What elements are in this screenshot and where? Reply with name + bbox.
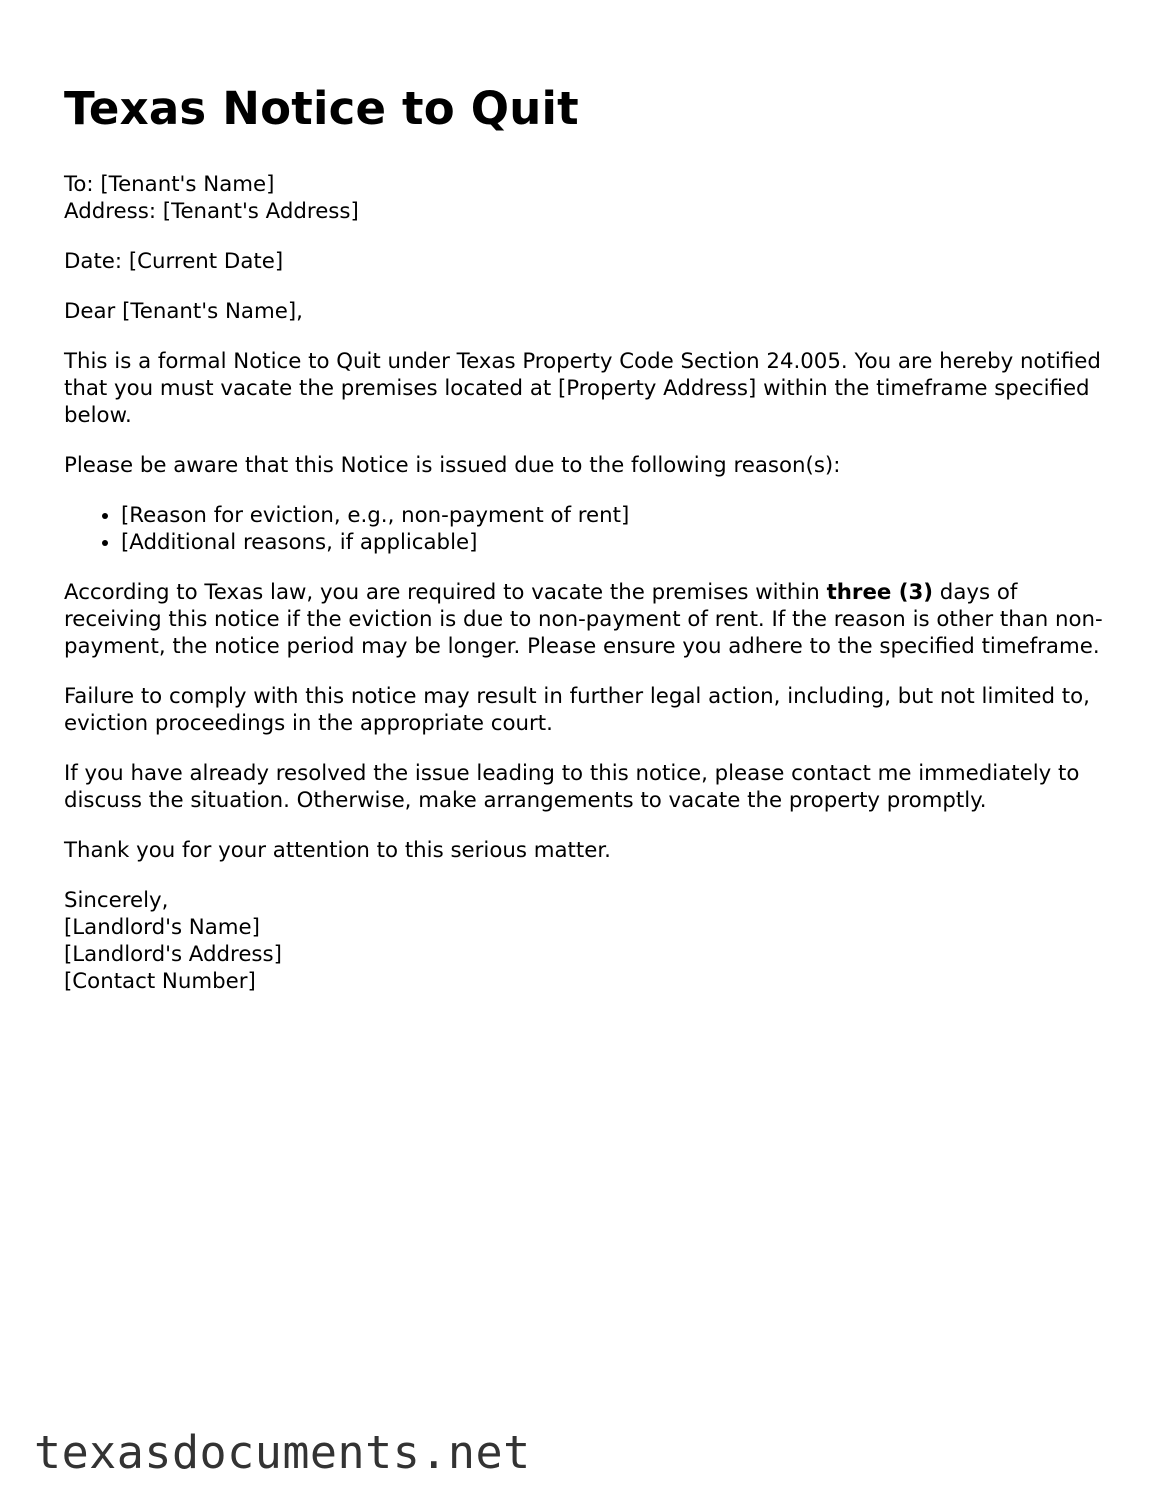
- site-watermark: texasdocuments.net: [34, 1426, 531, 1479]
- date-line: Date: [Current Date]: [64, 249, 284, 274]
- timeframe-paragraph: [64, 579, 1104, 660]
- document-page: [64, 78, 1104, 995]
- signature-block: [64, 887, 1104, 995]
- thanks-paragraph: Thank you for your attention to this serious matter.: [64, 838, 611, 863]
- landlord-name: [Landlord's Name]: [64, 915, 260, 940]
- resolved-paragraph: If you have already resolved the issue leading to this notice, please contact me immediately to discuss the situation. Otherwise, make arrangements to vacate the property promptly.: [64, 761, 1080, 813]
- recipient-block: [64, 171, 1104, 225]
- timeframe-days-emphasis: three (3): [826, 580, 934, 605]
- intro-paragraph: This is a formal Notice to Quit under Texas Property Code Section 24.005. You are hereby notified that you must vacate the premises located at [Property Address] within the timeframe specified below.: [64, 349, 1101, 428]
- reasons-intro-paragraph: Please be aware that this Notice is issued due to the following reason(s):: [64, 453, 841, 478]
- contact-number: [Contact Number]: [64, 969, 256, 994]
- recipient-name: To: [Tenant's Name]: [64, 172, 275, 197]
- page-title: Texas Notice to Quit: [64, 82, 579, 135]
- timeframe-text-after: days of receiving this notice if the eviction is due to non-payment of rent. If the reason is other than non-payment, the notice period may be longer. Please ensure you adhere to the specified timeframe.: [64, 580, 1103, 659]
- reasons-list: [64, 502, 1104, 556]
- recipient-address: Address: [Tenant's Address]: [64, 199, 359, 224]
- closing: Sincerely,: [64, 888, 169, 913]
- list-item: • [Additional reasons, if applicable]: [121, 529, 1104, 556]
- landlord-address: [Landlord's Address]: [64, 942, 282, 967]
- timeframe-text-before: According to Texas law, you are required to vacate the premises within: [64, 580, 827, 605]
- failure-paragraph: Failure to comply with this notice may result in further legal action, including, but not limited to, eviction proceedings in the appropriate court.: [64, 684, 1090, 736]
- list-item: • [Reason for eviction, e.g., non-payment of rent]: [121, 502, 1104, 529]
- salutation: Dear [Tenant's Name],: [64, 299, 303, 324]
